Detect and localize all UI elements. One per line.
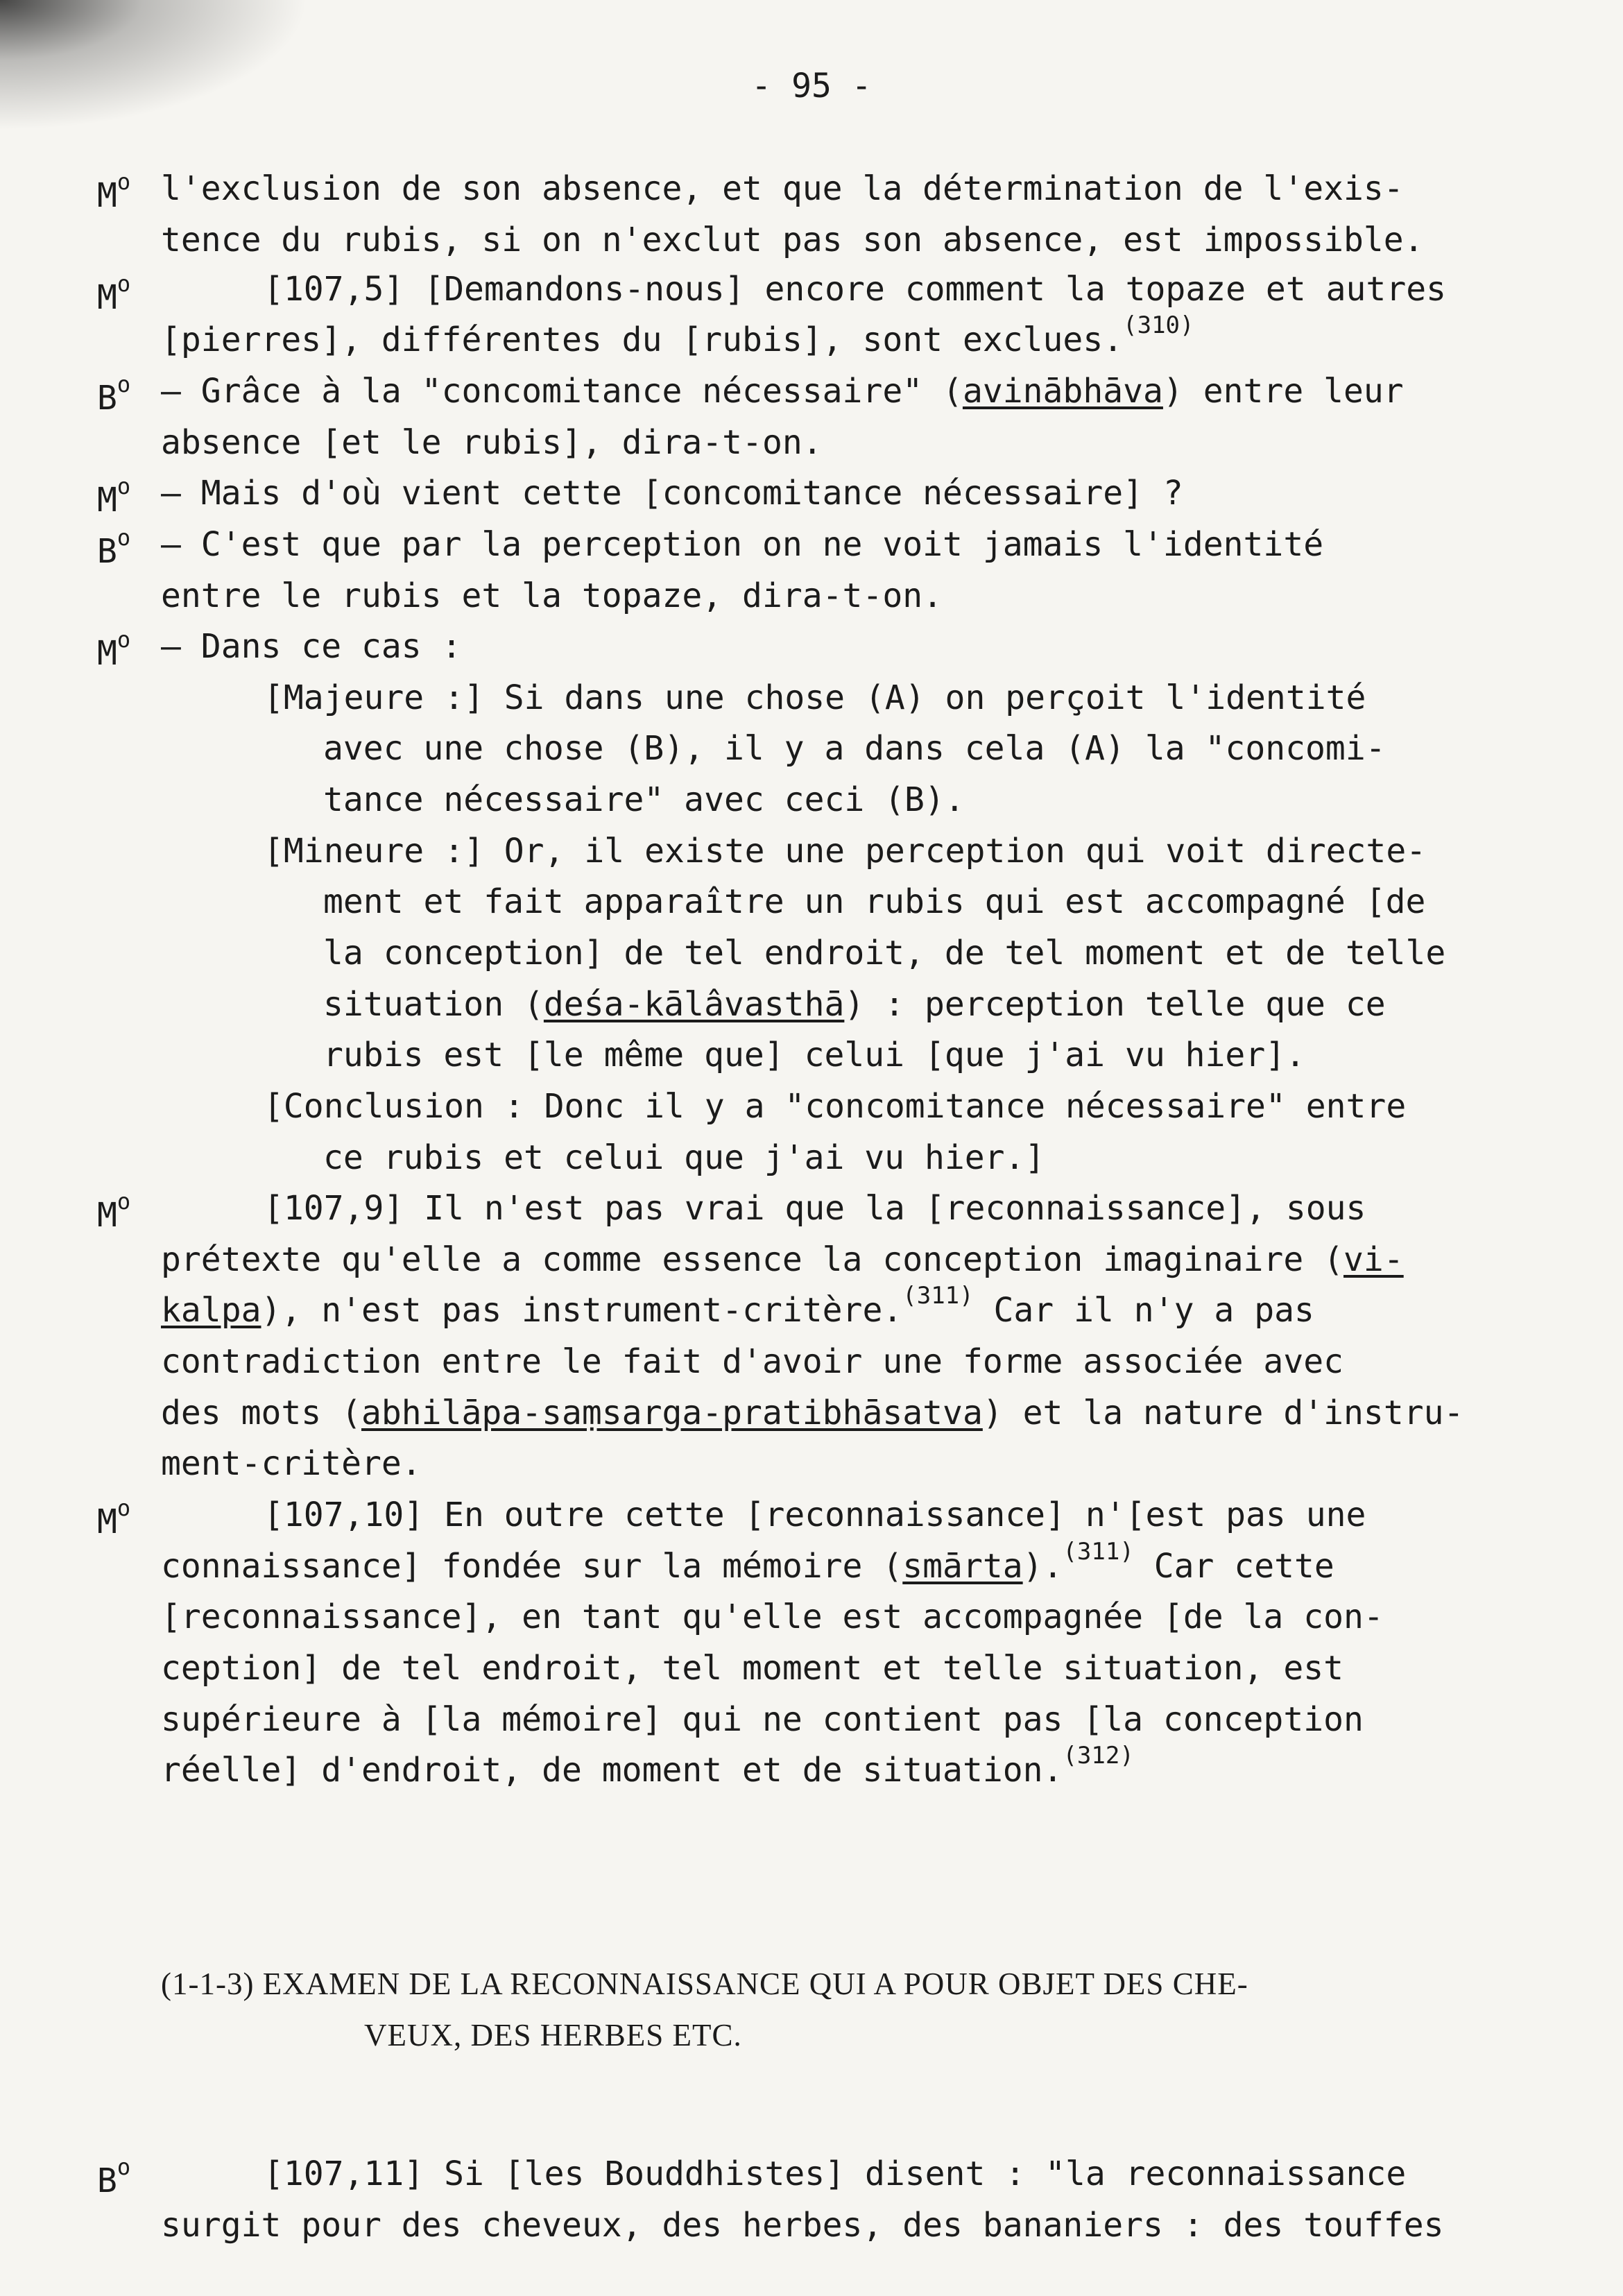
speaker-m: $M^o$	[97, 626, 131, 673]
text-line: des mots (abhilāpa-saṃsarga-pratibhāsatva) et la nature d'instru-	[161, 1394, 1464, 1432]
text-line: avec une chose (B), il y a dans cela (A) la "concomi-	[323, 729, 1386, 768]
text-line: rubis est [le même que] celui [que j'ai vu hier].	[323, 1036, 1306, 1074]
text-line: tence du rubis, si on n'exclut pas son absence, est impossible.	[161, 221, 1424, 259]
text-line: kalpa), n'est pas instrument-critère.$^{(311)}$ Car il n'y a pas	[161, 1282, 1314, 1330]
text-line: tance nécessaire" avec ceci (B).	[323, 780, 965, 819]
text-line: [Mineure :] Or, il existe une perception qui voit directe-	[264, 832, 1427, 871]
speaker-m: $M^o$	[97, 1188, 131, 1235]
sanskrit-term: smārta	[902, 1547, 1023, 1586]
sanskrit-term: vi-	[1343, 1240, 1404, 1279]
text-line: supérieure à [la mémoire] qui ne contient pas [la conception	[161, 1700, 1364, 1739]
text-line: [107,11] Si [les Bouddhistes] disent : "la reconnaissance	[264, 2154, 1407, 2193]
text-line: [107,5] [Demandons-nous] encore comment la topaze et autres	[264, 270, 1447, 309]
sanskrit-term: deśa-kālâvasthā	[543, 985, 845, 1024]
speaker-b: $B^o$	[97, 2154, 131, 2200]
speaker-m: $M^o$	[97, 169, 131, 215]
text-line: surgit pour des cheveux, des herbes, des bananiers : des touffes	[161, 2206, 1444, 2245]
text-line: ment-critère.	[161, 1444, 422, 1483]
text-line: [Conclusion : Donc il y a "concomitance nécessaire" entre	[264, 1087, 1407, 1126]
text-line: [107,10] En outre cette [reconnaissance] n'[est pas une	[264, 1496, 1366, 1534]
text-line: réelle] d'endroit, de moment et de situation.$^{(312)}$	[161, 1742, 1134, 1790]
text-line: — Grâce à la "concomitance nécessaire" (avinābhāva) entre leur	[161, 372, 1404, 411]
text-line: ception] de tel endroit, tel moment et telle situation, est	[161, 1649, 1344, 1688]
text-line: — Mais d'où vient cette [concomitance nécessaire] ?	[161, 474, 1183, 513]
text-line: [reconnaissance], en tant qu'elle est accompagnée [de la con-	[161, 1597, 1384, 1636]
text-line: l'exclusion de son absence, et que la détermination de l'exis-	[161, 169, 1404, 208]
speaker-b: $B^o$	[97, 524, 131, 571]
text-line: contradiction entre le fait d'avoir une forme associée avec	[161, 1342, 1344, 1381]
text-line: entre le rubis et la topaze, dira-t-on.	[161, 576, 943, 615]
text-line: — C'est que par la perception on ne voit jamais l'identité	[161, 525, 1324, 564]
sanskrit-term: kalpa	[161, 1291, 261, 1330]
text-line: la conception] de tel endroit, de tel moment et de telle	[323, 934, 1446, 973]
page-number: - 95 -	[751, 67, 872, 105]
text-line: absence [et le rubis], dira-t-on.	[161, 423, 823, 462]
speaker-m: $M^o$	[97, 271, 131, 317]
text-line: ce rubis et celui que j'ai vu hier.]	[323, 1138, 1045, 1177]
text-line: situation (deśa-kālâvasthā) : perception telle que ce	[323, 985, 1386, 1024]
sanskrit-term: abhilāpa-saṃsarga-pratibhāsatva	[361, 1394, 983, 1432]
footnote-ref: (311)	[1063, 1538, 1134, 1566]
text-line: — Dans ce cas :	[161, 627, 462, 666]
footnote-ref: (312)	[1063, 1742, 1134, 1770]
speaker-m: $M^o$	[97, 1495, 131, 1541]
footnote-ref: (310)	[1123, 311, 1194, 339]
text-line: [107,9] Il n'est pas vrai que la [reconnaissance], sous	[264, 1189, 1366, 1228]
speaker-m: $M^o$	[97, 473, 131, 520]
text-line: ment et fait apparaître un rubis qui est accompagné [de	[323, 882, 1426, 921]
footnote-ref: (311)	[902, 1282, 974, 1310]
sanskrit-term: avinābhāva	[962, 372, 1163, 411]
text-line: prétexte qu'elle a comme essence la conception imaginaire (vi-	[161, 1240, 1404, 1279]
text-line: connaissance] fondée sur la mémoire (smārta).$^{(311)}$ Car cette	[161, 1538, 1334, 1586]
text-line: [Majeure :] Si dans une chose (A) on perçoit l'identité	[264, 678, 1366, 717]
section-heading: (1-1-3) EXAMEN DE LA RECONNAISSANCE QUI A POUR OBJET DES CHE-	[161, 1967, 1248, 2001]
text-line: [pierres], différentes du [rubis], sont exclues.$^{(310)}$	[161, 311, 1194, 359]
speaker-b: $B^o$	[97, 371, 131, 418]
section-heading: VEUX, DES HERBES ETC.	[364, 2018, 742, 2053]
